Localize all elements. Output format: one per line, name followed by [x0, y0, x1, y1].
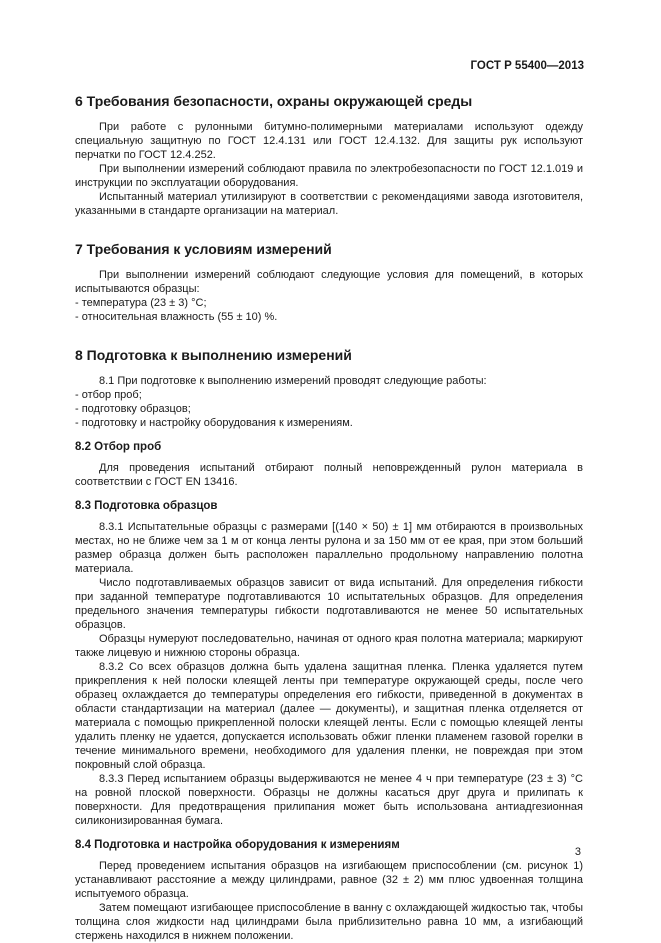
- s6-paragraph-3: Испытанный материал утилизируют в соответствии с рекомендациями завода изготовителя, указанными в стандарте организации на материал.: [75, 191, 583, 217]
- subsection-8-2-title: 8.2 Отбор проб: [75, 441, 162, 453]
- s8-paragraph-1: 8.1 При подготовке к выполнению измерений проводят следующие работы:: [99, 375, 487, 387]
- s8-list-item: - отбор проб;: [75, 389, 142, 401]
- section-8-title: 8 Подготовка к выполнению измерений: [75, 347, 352, 363]
- s84-paragraph-2: Затем помещают изгибающее приспособление в ванну с охлаждающей жидкостью так, чтобы толщина слоя жидкости над цилиндрами была приблизительно равна 10 мм, а изгибающий стержень находился в нижнем положении.: [75, 902, 583, 942]
- s82-paragraph: Для проведения испытаний отбирают полный неповрежденный рулон материала в соответствии с ГОСТ EN 13416.: [75, 462, 583, 488]
- page-content: [75, 92, 583, 943]
- s8-list-item: - подготовку и настройку оборудования к измерениям.: [75, 417, 353, 429]
- section-7-title: 7 Требования к условиям измерений: [75, 241, 332, 257]
- section-6-title: 6 Требования безопасности, охраны окружающей среды: [75, 93, 473, 109]
- s6-paragraph-2: При выполнении измерений соблюдают правила по электробезопасности по ГОСТ 12.1.019 и инструкции по эксплуатации оборудования.: [75, 163, 583, 189]
- page-number: 3: [574, 846, 581, 858]
- s832-paragraph: 8.3.2 Со всех образцов должна быть удалена защитная пленка. Пленка удаляется путем прикрепления к ней полоски клеящей ленты при температуре окружающей среды, после чего образец охлаждается до температуры определения его гибкости, приведенной в документах в области стандартизации на материал (далее — документы), и защитная пленка отделяется от материала с помощью прикрепленной полоски клеящей ленты. Если с помощью клеящей ленты удалить пленку не удается, допускается использовать обжиг пленки пламенем газовой горелки в течение минимального времени, необходимого для удаления пленки, не повреждая при этом покровный слой образца.: [75, 661, 583, 771]
- s7-list-item: - относительная влажность (55 ± 10) %.: [75, 311, 278, 323]
- s7-paragraph-1: При выполнении измерений соблюдают следующие условия для помещений, в которых испытываются образцы:: [75, 269, 583, 295]
- subsection-8-4-title: 8.4 Подготовка и настройка оборудования к измерениям: [75, 839, 400, 851]
- s7-list-item: - температура (23 ± 3) °C;: [75, 297, 207, 309]
- s8-list-item: - подготовку образцов;: [75, 403, 191, 415]
- s831-paragraph-1: 8.3.1 Испытательные образцы с размерами [(140 × 50) ± 1] мм отбираются в произвольных местах, но не ближе чем за 1 м от конца ленты рулона и за 150 мм от ее края, при этом больший размер образца должен быть расположен параллельно продольному направлению полотна материала.: [75, 521, 583, 575]
- s831-paragraph-2: Число подготавливаемых образцов зависит от вида испытаний. Для определения гибкости при заданной температуре подготавливаются 10 испытательных образцов. Для определения предельного значения температуры гибкости подготавливаются не менее 50 испытательных образцов.: [75, 577, 583, 631]
- s6-paragraph-1: При работе с рулонными битумно-полимерными материалами используют одежду специальную защитную по ГОСТ 12.4.131 или ГОСТ 12.4.132. Для защиты рук используют перчатки по ГОСТ 12.4.252.: [75, 121, 583, 161]
- s833-paragraph: 8.3.3 Перед испытанием образцы выдерживаются не менее 4 ч при температуре (23 ± 3) °C на ровной плоской поверхности. Образцы не должны касаться друг друга и прилипать к поверхности. Для предотвращения прилипания может быть использована антиадгезионная силиконизированная бумага.: [75, 773, 583, 827]
- s84-paragraph-1: Перед проведением испытания образцов на изгибающем приспособлении (см. рисунок 1) устанавливают расстояние a между цилиндрами, равное (32 ± 2) мм плюс удвоенная толщина испытуемого образца.: [75, 860, 583, 900]
- document-id: ГОСТ Р 55400—2013: [470, 60, 584, 72]
- subsection-8-3-title: 8.3 Подготовка образцов: [75, 500, 218, 512]
- s831-paragraph-3: Образцы нумеруют последовательно, начиная от одного края полотна материала; маркируют также лицевую и нижнюю стороны образца.: [75, 633, 583, 659]
